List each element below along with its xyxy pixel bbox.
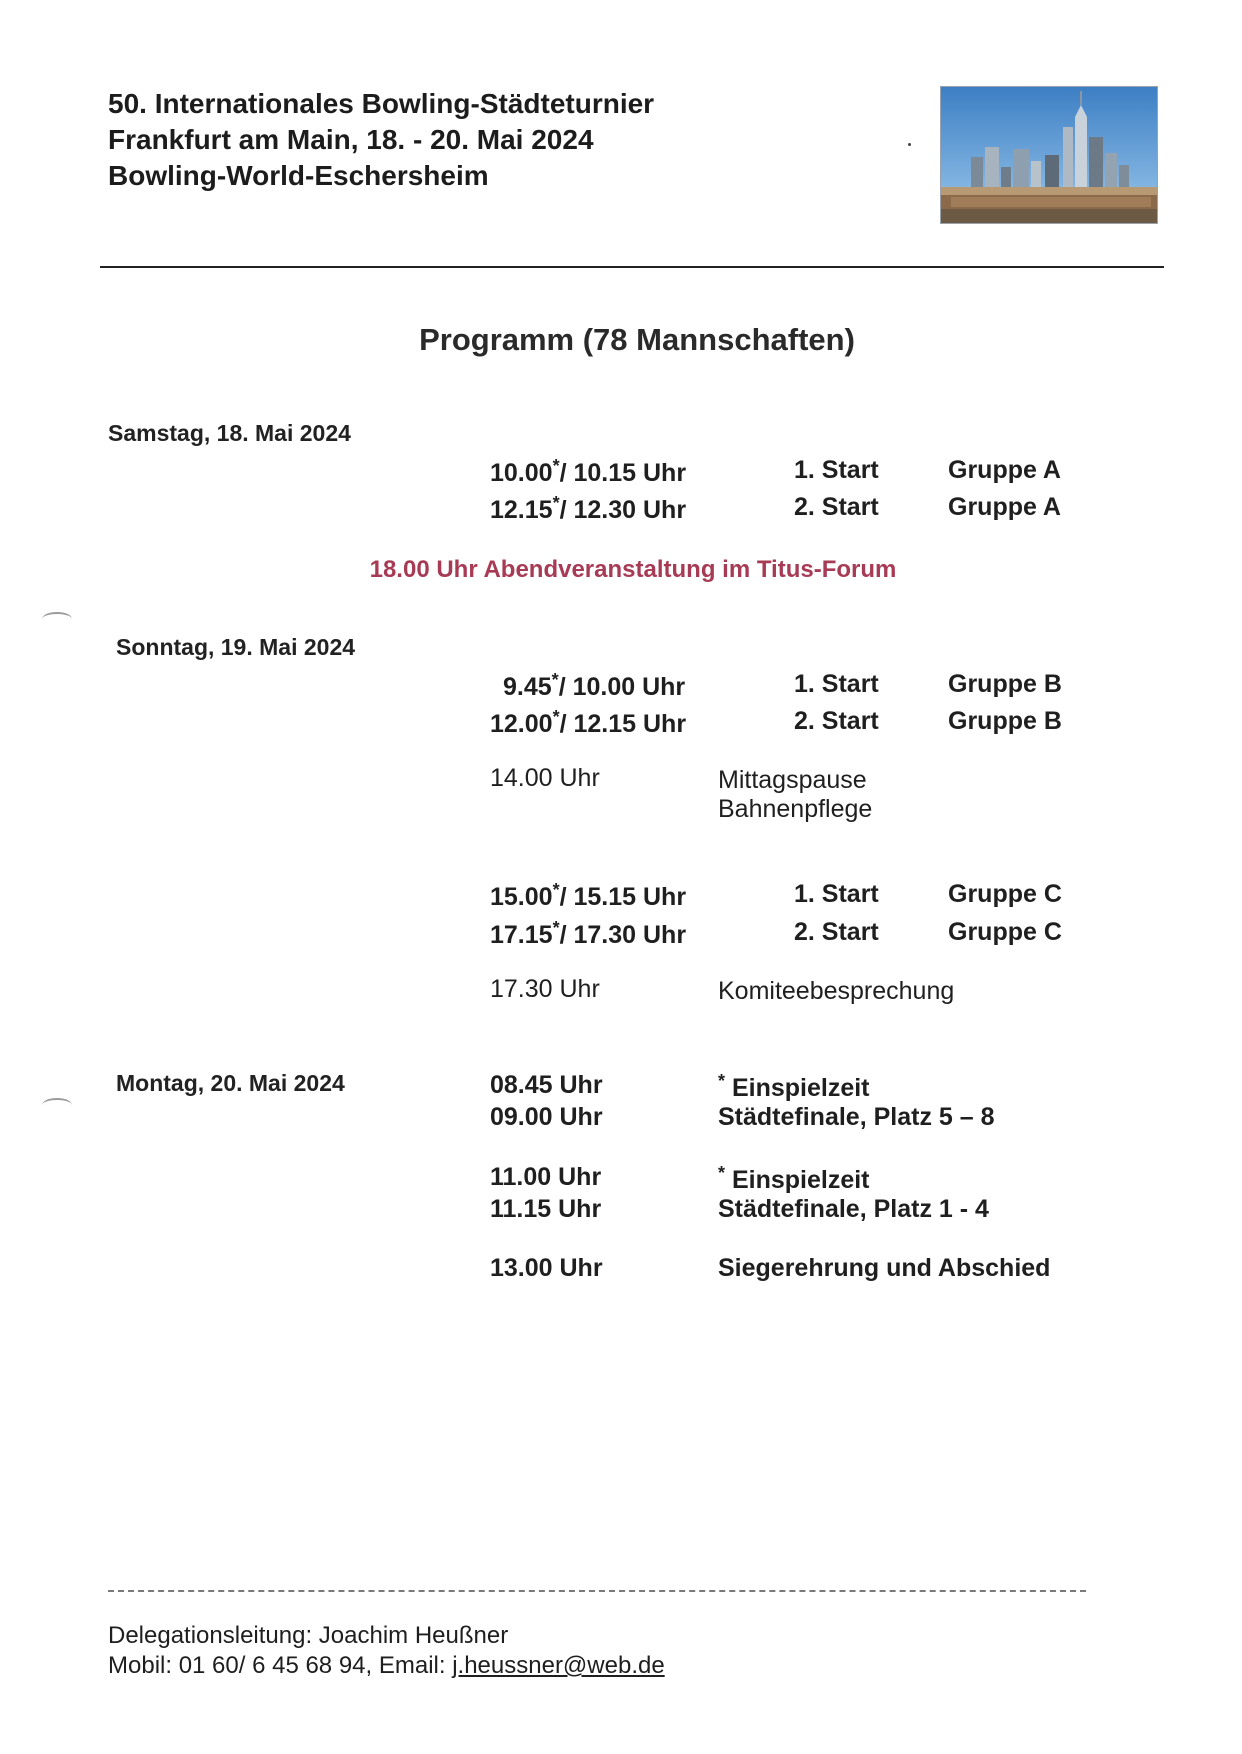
sunday-meeting-label: Komiteebesprechung bbox=[718, 977, 955, 1005]
saturday-row-2-time: 12.15*/ 12.30 Uhr bbox=[490, 493, 687, 524]
saturday-row-2-group: Gruppe A bbox=[948, 493, 1061, 521]
sunday-row-1-time: 9.45*/ 10.00 Uhr bbox=[503, 670, 686, 701]
header-line-3: Bowling-World-Eschersheim bbox=[108, 160, 489, 191]
sunday-row-1-start: 1. Start bbox=[794, 670, 879, 698]
sunday-row-4-group: Gruppe C bbox=[948, 918, 1062, 946]
header-rule bbox=[100, 266, 1164, 268]
day-label-sunday: Sonntag, 19. Mai 2024 bbox=[116, 634, 356, 660]
monday-row-1-time: 08.45 Uhr bbox=[490, 1071, 603, 1099]
sunday-break-label-2: Bahnenpflege bbox=[718, 795, 873, 823]
sunday-row-1-group: Gruppe B bbox=[948, 670, 1062, 698]
footer-delegation: Delegationsleitung: Joachim Heußner bbox=[108, 1622, 509, 1649]
scan-speck bbox=[908, 143, 911, 146]
monday-row-2-desc: Städtefinale, Platz 5 – 8 bbox=[718, 1103, 995, 1131]
scan-mark bbox=[42, 1098, 72, 1112]
monday-row-1-desc: * Einspielzeit bbox=[718, 1071, 870, 1102]
sunday-row-4-start: 2. Start bbox=[794, 918, 879, 946]
monday-row-5-desc: Siegerehrung und Abschied bbox=[718, 1254, 1051, 1282]
monday-row-3-time: 11.00 Uhr bbox=[490, 1163, 602, 1191]
footer-contact: Mobil: 01 60/ 6 45 68 94, Email: j.heussner@web.de bbox=[108, 1652, 665, 1679]
scan-mark bbox=[42, 612, 72, 626]
sunday-row-2-time: 12.00*/ 12.15 Uhr bbox=[490, 707, 687, 738]
sunday-row-2-group: Gruppe B bbox=[948, 707, 1062, 735]
sunday-break-label-1: Mittagspause bbox=[718, 766, 867, 794]
email-link[interactable]: j.heussner@web.de bbox=[452, 1652, 665, 1679]
evening-event-note: 18.00 Uhr Abendveranstaltung im Titus-Forum bbox=[369, 556, 897, 583]
sunday-break-time: 14.00 Uhr bbox=[490, 764, 600, 792]
saturday-row-2-start: 2. Start bbox=[794, 493, 879, 521]
monday-row-2-time: 09.00 Uhr bbox=[490, 1103, 603, 1131]
page-title: Programm (78 Mannschaften) bbox=[419, 322, 855, 357]
sunday-meeting-time: 17.30 Uhr bbox=[490, 975, 600, 1003]
sunday-row-3-group: Gruppe C bbox=[948, 880, 1062, 908]
sunday-row-4-time: 17.15*/ 17.30 Uhr bbox=[490, 918, 687, 949]
header-line-1: 50. Internationales Bowling-Städteturnier bbox=[108, 88, 655, 119]
sunday-row-3-time: 15.00*/ 15.15 Uhr bbox=[490, 880, 687, 911]
saturday-row-1-group: Gruppe A bbox=[948, 456, 1061, 484]
saturday-row-1-time: 10.00*/ 10.15 Uhr bbox=[490, 456, 687, 487]
sunday-row-2-start: 2. Start bbox=[794, 707, 879, 735]
monday-row-5-time: 13.00 Uhr bbox=[490, 1254, 603, 1282]
monday-row-4-time: 11.15 Uhr bbox=[490, 1195, 602, 1223]
monday-row-3-desc: * Einspielzeit bbox=[718, 1163, 870, 1194]
day-label-monday: Montag, 20. Mai 2024 bbox=[116, 1070, 345, 1096]
frankfurt-skyline-image bbox=[940, 86, 1158, 224]
monday-row-4-desc: Städtefinale, Platz 1 - 4 bbox=[718, 1195, 989, 1223]
day-label-saturday: Samstag, 18. Mai 2024 bbox=[108, 420, 351, 446]
header-line-2: Frankfurt am Main, 18. - 20. Mai 2024 bbox=[108, 124, 594, 155]
sunday-row-3-start: 1. Start bbox=[794, 880, 879, 908]
footer-divider bbox=[108, 1590, 1086, 1592]
saturday-row-1-start: 1. Start bbox=[794, 456, 879, 484]
